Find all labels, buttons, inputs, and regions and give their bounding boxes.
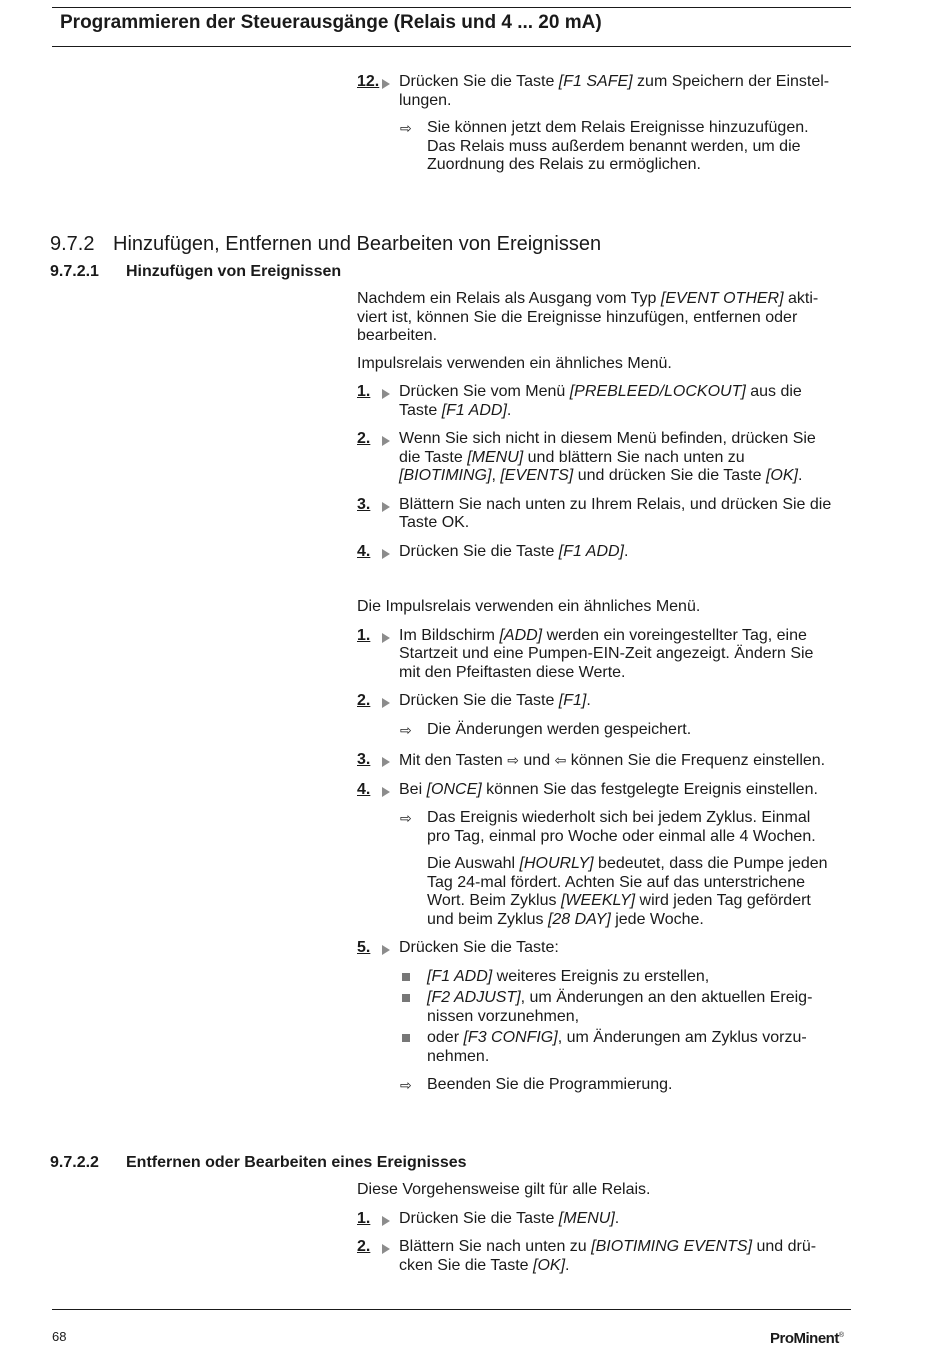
intro-paragraph-2: Impulsrelais verwenden ein ähnliches Menü.	[357, 354, 672, 372]
step-4b-note: Die Auswahl [HOURLY] bedeutet, dass die Pumpe jeden Tag 24-mal fördert. Achten Sie auf das unterstrichene Wort. Beim Zyklus [WEEKLY] wird jeden Tag gefördert und beim Zyklus [28 DAY] jede Woche.	[427, 855, 828, 928]
step-5b: 5. Drücken Sie die Taste:	[357, 939, 559, 956]
step-arrow-icon	[382, 698, 390, 708]
step-arrow-icon	[382, 79, 390, 89]
step-number: 2.	[357, 430, 371, 447]
step-number: 4.	[357, 780, 371, 798]
result-arrow-icon: ⇨	[400, 721, 412, 738]
step-arrow-icon	[382, 945, 390, 955]
step-2b: 2. Drücken Sie die Taste [F1].	[357, 692, 591, 709]
step-arrow-icon	[382, 757, 390, 767]
bullet-item: [F1 ADD] weiteres Ereignis zu erstellen,	[357, 968, 853, 987]
subsection-heading-1: 9.7.2.1 Hinzufügen von Ereignissen	[50, 263, 342, 280]
step-12-result: ⇨ Sie können jetzt dem Relais Ereignisse hinzuzufügen. Das Relais muss außerdem benannt werden, um die Zuordnung des Relais zu ermöglichen.	[400, 119, 809, 173]
step-arrow-icon	[382, 389, 390, 399]
step-number: 1.	[357, 383, 371, 400]
page-number: 68	[52, 1329, 67, 1344]
step-12: 12. Drücken Sie die Taste [F1 SAFE] zum Speichern der Einstel- lungen.	[357, 73, 830, 109]
section-heading: 9.7.2 Hinzufügen, Entfernen und Bearbeiten von Ereignissen	[50, 233, 602, 255]
step-number: 2.	[357, 692, 371, 709]
step-2c: 2. Blättern Sie nach unten zu [BIOTIMING EVENTS] und drü- cken Sie die Taste [OK].	[357, 1238, 817, 1274]
step-number: 4.	[357, 542, 371, 560]
step-3: 3. Blättern Sie nach unten zu Ihrem Relais, und drücken Sie die Taste OK.	[357, 495, 832, 531]
step-arrow-icon	[382, 1244, 390, 1254]
step-1b: 1. Im Bildschirm [ADD] werden ein voreingestellter Tag, eine Startzeit und eine Pumpen-EIN-Zeit angezeigt. Ändern Sie mit den Pfeiftasten diese Werte.	[357, 626, 814, 681]
step-number: 1.	[357, 626, 371, 644]
result-arrow-icon: ⇨	[400, 1077, 412, 1093]
intro-paragraph-4: Diese Vorgehensweise gilt für alle Relais.	[357, 1181, 651, 1198]
step-4b: 4. Bei [ONCE] können Sie das festgelegte Ereignis einstellen.	[357, 780, 818, 798]
step-2b-result: ⇨ Die Änderungen werden gespeichert.	[400, 720, 692, 738]
step-arrow-icon	[382, 1216, 390, 1226]
step-number: 1.	[357, 1209, 371, 1227]
footer-rule	[52, 1309, 851, 1310]
step-number: 3.	[357, 751, 371, 768]
subsection-1-body	[357, 290, 853, 561]
subsection-heading-2: 9.7.2.2 Entfernen oder Bearbeiten eines Ereignisses	[50, 1154, 467, 1171]
step-3b: 3. Mit den Tasten ⇨ und ⇦ können Sie die Frequenz einstellen.	[357, 751, 826, 769]
step-arrow-icon	[382, 502, 390, 512]
square-bullet-icon	[402, 994, 410, 1002]
top-step-block	[357, 73, 853, 175]
bullet-item: oder [F3 CONFIG], um Änderungen am Zyklus vorzu- nehmen.	[357, 1029, 853, 1066]
prominent-logo: ProMinent®	[770, 1330, 844, 1347]
intro-paragraph-3: Die Impulsrelais verwenden ein ähnliches Menü.	[357, 598, 701, 615]
page-header-title: Programmieren der Steuerausgänge (Relais und 4 ... 20 mA)	[60, 12, 602, 33]
step-1: 1. Drücken Sie vom Menü [PREBLEED/LOCKOUT] aus die Taste [F1 ADD].	[357, 383, 802, 419]
bullet-item: [F2 ADJUST], um Änderungen an den aktuellen Ereig- nissen vorzunehmen,	[357, 989, 853, 1026]
left-arrow-key-icon: ⇦	[554, 752, 567, 768]
intro-paragraph: Nachdem ein Relais als Ausgang vom Typ [EVENT OTHER] akti- viert ist, können Sie die Ereignisse hinzufügen, entfernen oder bearbeiten.	[357, 290, 819, 344]
step-number: 2.	[357, 1238, 371, 1255]
header-top-rule	[52, 7, 851, 8]
step-number: 12.	[357, 73, 380, 90]
step-arrow-icon	[382, 787, 390, 797]
square-bullet-icon	[402, 973, 410, 981]
result-arrow-icon: ⇨	[400, 120, 412, 136]
result-arrow-icon: ⇨	[400, 810, 412, 826]
step-number: 5.	[357, 939, 371, 956]
subsection-1-impuls	[357, 598, 853, 1095]
step-arrow-icon	[382, 633, 390, 643]
right-arrow-key-icon: ⇨	[507, 752, 519, 768]
header-bottom-rule	[52, 46, 851, 47]
step-number: 3.	[357, 495, 371, 513]
step-arrow-icon	[382, 549, 390, 559]
step-4b-result: ⇨ Das Ereignis wiederholt sich bei jedem Zyklus. Einmal pro Tag, einmal pro Woche oder einmal alle 4 Wochen.	[400, 809, 816, 845]
step-5b-result: ⇨ Beenden Sie die Programmierung.	[400, 1076, 673, 1093]
step-arrow-icon	[382, 436, 390, 446]
step-2: 2. Wenn Sie sich nicht in diesem Menü befinden, drücken Sie die Taste [MENU] und blättern Sie nach unten zu [BIOTIMING], [EVENTS] und drücken Sie die Taste [OK].	[357, 430, 816, 484]
subsection-2-body	[357, 1181, 853, 1275]
step-1c: 1. Drücken Sie die Taste [MENU].	[357, 1209, 620, 1227]
square-bullet-icon	[402, 1034, 410, 1042]
step-4: 4. Drücken Sie die Taste [F1 ADD].	[357, 542, 629, 560]
